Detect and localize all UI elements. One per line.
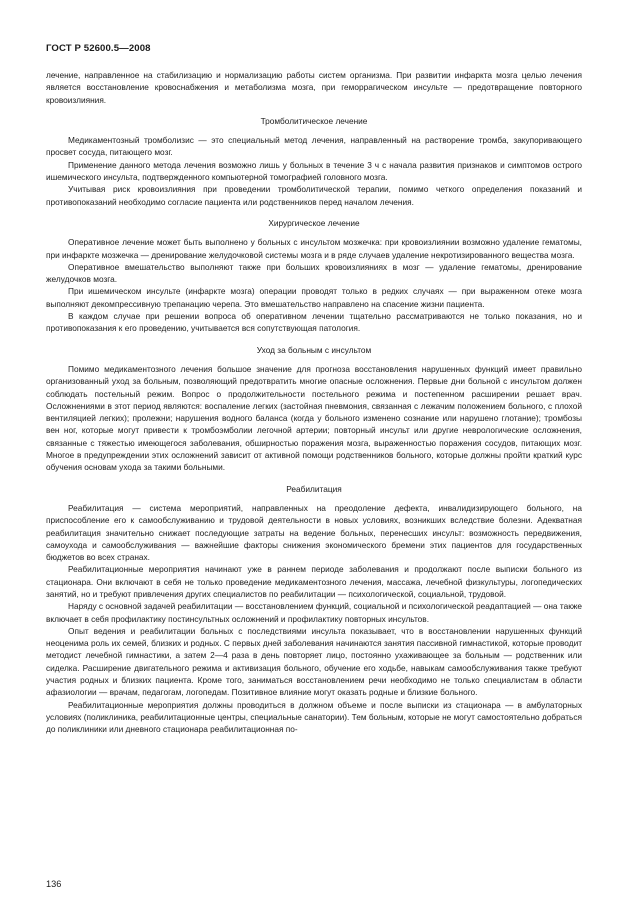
page-number: 136 [46, 879, 62, 889]
section-title: Реабилитация [286, 483, 342, 494]
section-title: Хирургическое лечение [268, 217, 360, 228]
page-content [46, 69, 582, 736]
paragraph: Учитывая риск кровоизлияния при проведении тромболитической терапии, помимо четкого определения показаний и противопоказаний необходимо согласие пациента или родственников перед началом лечения. [46, 184, 582, 207]
paragraph: Применение данного метода лечения возможно лишь у больных в течение 3 ч с начала развития признаков и симптомов острого ишемического инсульта, подтвержденного компьютерной томографией головного мозга. [46, 159, 582, 183]
section-care [46, 344, 582, 474]
paragraph: Реабилитация — система мероприятий, направленных на преодоление дефекта, инвалидизирующего больного, на приспособление его к самообслуживанию и трудовой деятельности в новых условиях, возникших вследствие болезни. Адекватная реабилитация значительно снижает последующие затраты на ведение больных, перенесших инсульт: возможность передвижения, самоухода и самообслуживания — важнейшие факторы снижения экономического бремени этих пациентов для государственных бюджетов во всех странах. [46, 502, 582, 563]
paragraph: При ишемическом инсульте (инфаркте мозга) операции проводят только в редких случаях — при выраженном отеке мозга выполняют декомпрессивную трепанацию черепа. Это вмешательство направлено на спасение жизни пациента. [46, 286, 582, 309]
intro-paragraph: лечение, направленное на стабилизацию и нормализацию работы систем организма. При развитии инфаркта мозга целью лечения является восстановление кровоснабжения и метаболизма мозга, при геморрагическом инсульте — предотвращение повторного кровоизлияния. [46, 70, 582, 105]
paragraph: Оперативное вмешательство выполняют также при больших кровоизлияниях в мозг — удаление гематомы, дренирование желудочков мозга. [46, 261, 582, 285]
section-thrombolytic [46, 115, 582, 208]
paragraph: Медикаментозный тромболизис — это специальный метод лечения, направленный на растворение тромба, закупоривающего просвет сосуда, питающего мозг. [46, 135, 582, 158]
paragraph: Реабилитационные мероприятия должны проводиться в должном объеме и после выписки из стационара — в амбулаторных условиях (поликлиника, реабилитационные центры, специальные санатории). Тем больным, которые не могут самостоятельно добраться до поликлиники или дневного стационара реабилитационная по- [46, 699, 582, 735]
paragraph: Оперативное лечение может быть выполнено у больных с инсультом мозжечка: при кровоизлиянии возможно удаление гематомы, при инфаркте мозжечка — дренирование желудочковой системы мозга и в ряде случаев удаление некротизированного вещества мозга. [46, 237, 582, 260]
paragraph: Помимо медикаментозного лечения большое значение для прогноза восстановления нарушенных функций имеет правильно организованный уход за больным, позволяющий предотвратить многие опасные осложнения. Первые дни больной с инсультом должен соблюдать постельный режим. Вопрос о продолжительности постельного режима и постепенном расширении решает врач. Осложнениями в этот период являются: воспаление легких (застойная пневмония, связанная с лежачим положением больного, с плохой вентиляцией легких); пролежни; нарушения водного баланса (когда у больного изменено сознание или нарушено глотание); тромбозы вен ног, которые могут привести к тромбоэмболии легочной артерии; повторный инсульт или другие неврологические осложнения, связанные с тяжестью имеющегося заболевания, обширностью поражения мозга, выраженностью поражения сосудов, питающих мозг. Многое в предупреждении этих осложнений зависит от активной помощи родственников больного, которые должны пройти краткий курс обучения основам ухода за такими больными. [46, 363, 582, 473]
paragraph: В каждом случае при решении вопроса об оперативном лечении тщательно рассматриваются не только показания, но и противопоказания к его проведению, учитывается вся сопутствующая патология. [46, 311, 582, 334]
section-rehabilitation [46, 483, 582, 736]
standard-code-header: ГОСТ Р 52600.5—2008 [46, 43, 151, 54]
section-title: Уход за больным с инсультом [256, 344, 372, 355]
section-title: Тромболитическое лечение [260, 115, 368, 126]
paragraph: Реабилитационные мероприятия начинают уже в раннем периоде заболевания и продолжают после выписки больного из стационара. Они включают в себя не только проведение медикаментозного лечения, массажа, лечебной физкультуры, логопедических занятий, но и требуют привлечения других специалистов по реабилитации — психологической, социальной, трудовой. [46, 564, 582, 599]
paragraph: Наряду с основной задачей реабилитации — восстановлением функций, социальной и психологической реадаптацией — она также включает в себя профилактику постинсультных осложнений и профилактику повторных инсультов. [46, 601, 582, 624]
section-surgical [46, 217, 582, 335]
paragraph: Опыт ведения и реабилитации больных с последствиями инсульта показывает, что в восстановлении нарушенных функций неоценима роль их семей, близких и родных. С первых дней заболевания начинаются занятия пассивной гимнастикой, которые проводит методист лечебной гимнастики, а затем 2—4 раза в день повторяет лицо, постоянно ухаживающее за больным — родственник или сиделка. Расширение двигательного режима и активизация больного, обучение его ходьбе, навыкам самообслуживания также требуют участия родных и близких пациента. Кроме того, заниматься восстановлением речи необходимо не только специалистам в области афазиологии — врачам, педагогам, логопедам. Позитивное влияние могут оказать родные и близкие больного. [46, 625, 582, 698]
